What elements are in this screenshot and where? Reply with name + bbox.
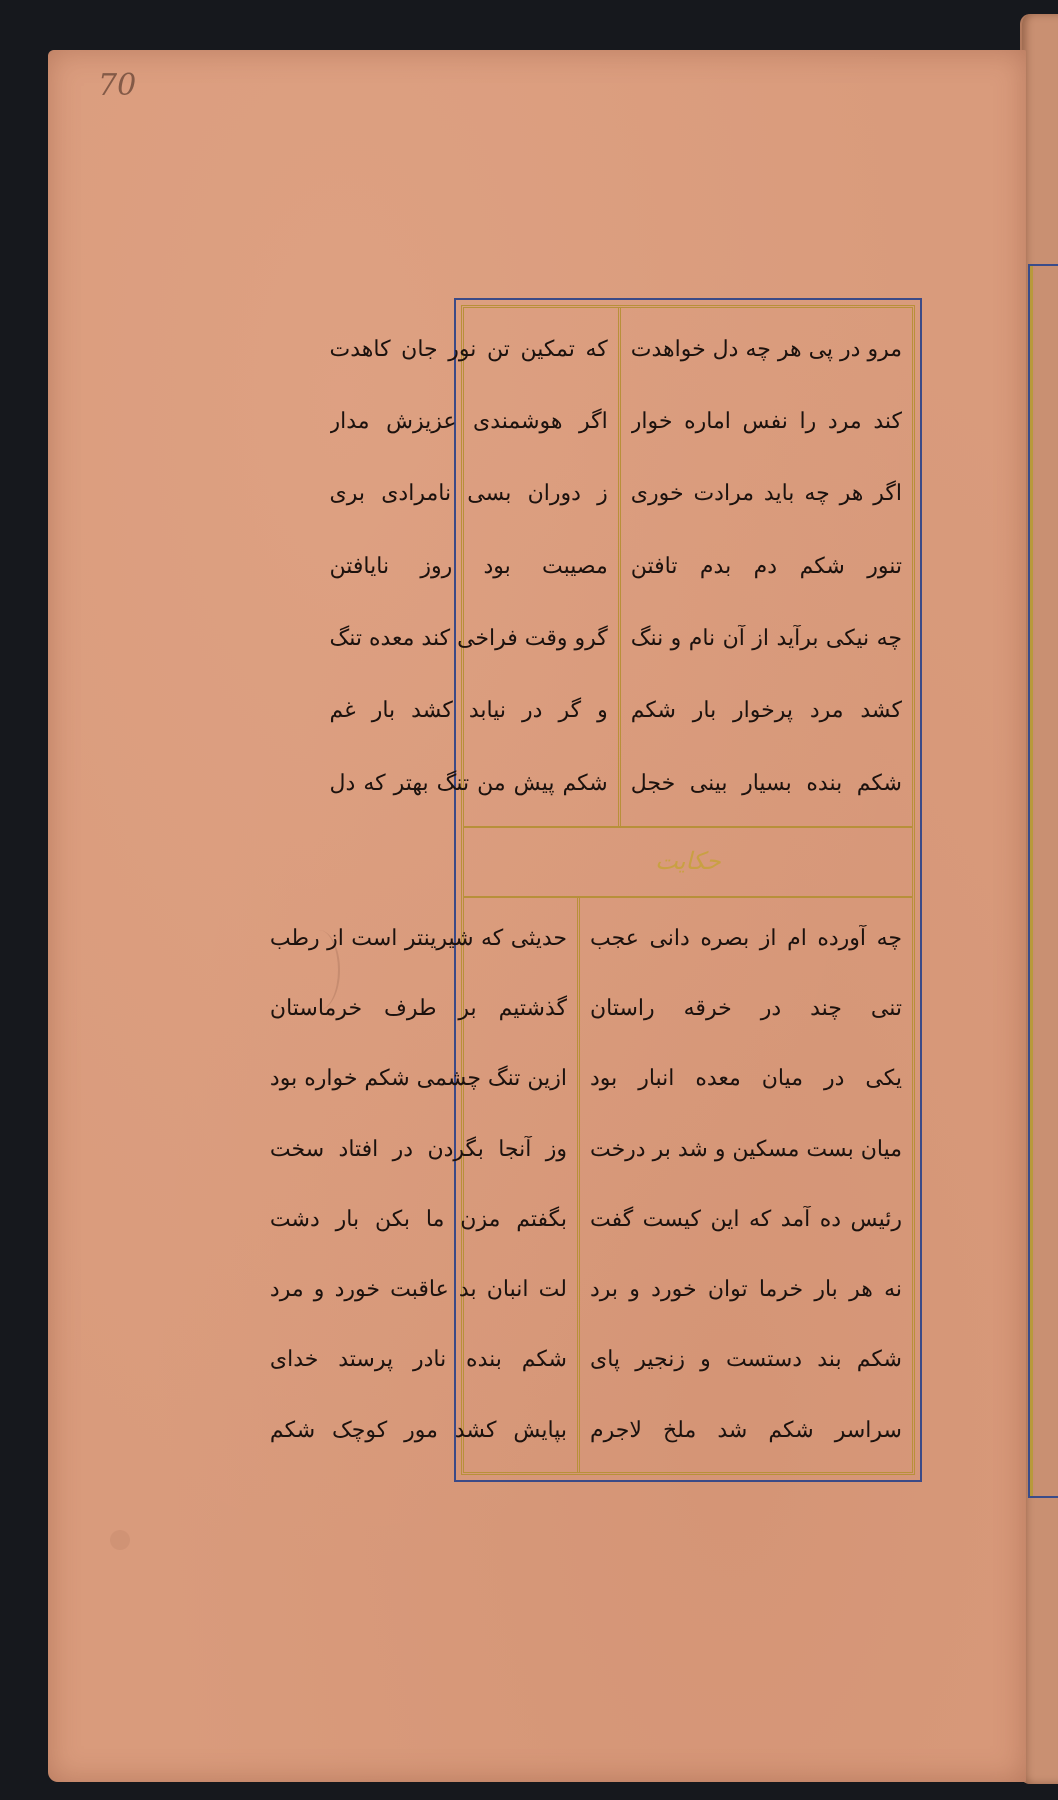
verse-line: تنی چند در خرقه راستان	[589, 996, 902, 1022]
lower-verse-panel	[269, 896, 912, 1472]
verse-line: لت انبان بد عاقبت خورد و مرد	[269, 1277, 567, 1303]
verse-line: ز دوران بسی نامرادی بری	[329, 481, 608, 507]
gold-ruled-frame	[269, 305, 915, 1475]
verse-line: رئیس ده آمد که این کیست گفت	[589, 1206, 902, 1232]
verse-line: میان بست مسکین و شد بر درخت	[589, 1136, 902, 1162]
left-hemistich-column	[260, 898, 577, 1472]
verse-line: ازین تنگ چشمی شکم خواره بود	[269, 1066, 567, 1092]
verse-line: اگر هر چه باید مرادت خوری	[630, 481, 902, 507]
section-heading: حکایت	[655, 847, 721, 875]
folio-number: 70	[98, 68, 137, 103]
verse-line: مرو در پی هر چه دل خواهدت	[630, 336, 902, 362]
verse-line: وز آنجا بگردن در افتاد سخت	[269, 1136, 567, 1162]
verse-line: تنور شکم دم بدم تافتن	[630, 553, 902, 579]
verse-line: که تمکین تن نور جان کاهدت	[329, 336, 608, 362]
verse-line: چه آورده ام از بصره دانی عجب	[589, 925, 902, 951]
verse-line: شکم پیش من تنگ بهتر که دل	[329, 770, 608, 796]
verse-line: گرو وقت فراخی کند معده تنگ	[329, 625, 608, 651]
right-hemistich-column	[577, 898, 912, 1472]
verse-line: نه هر بار خرما توان خورد و برد	[589, 1277, 902, 1303]
verse-line: چه نیکی برآید از آن نام و ننگ	[630, 625, 902, 651]
verse-line: کند مرد را نفس اماره خوار	[630, 409, 902, 435]
upper-verse-panel	[329, 308, 912, 828]
verse-line: گذشتیم بر طرف خرماستان	[269, 996, 567, 1022]
verse-line: بگفتم مزن ما بکن بار دشت	[269, 1206, 567, 1232]
text-frame	[269, 298, 922, 1482]
verse-line: حدیثی که شیرینتر است از رطب	[269, 925, 567, 951]
facing-page-frame	[1028, 264, 1058, 1498]
left-hemistich-column	[320, 308, 618, 826]
verse-line: بپایش کشد مور کوچک شکم	[269, 1417, 567, 1443]
verse-line: سراسر شکم شد ملخ لاجرم	[589, 1417, 902, 1443]
paper-stain	[110, 1530, 130, 1550]
verse-line: شکم بند دستست و زنجیر پای	[589, 1347, 902, 1373]
verse-line: و گر در نیابد کشد بار غم	[329, 698, 608, 724]
verse-line: شکم بنده نادر پرستد خدای	[269, 1347, 567, 1373]
verse-line: شکم بنده بسیار بینی خجل	[630, 770, 902, 796]
verse-line: کشد مرد پرخوار بار شکم	[630, 698, 902, 724]
verse-line: یکی در میان معده انبار بود	[589, 1066, 902, 1092]
right-hemistich-column	[618, 308, 912, 826]
verse-line: مصیبت بود روز نایافتن	[329, 553, 608, 579]
rubric-band	[464, 828, 912, 894]
verse-line: اگر هوشمندی عزیزش مدار	[329, 409, 608, 435]
